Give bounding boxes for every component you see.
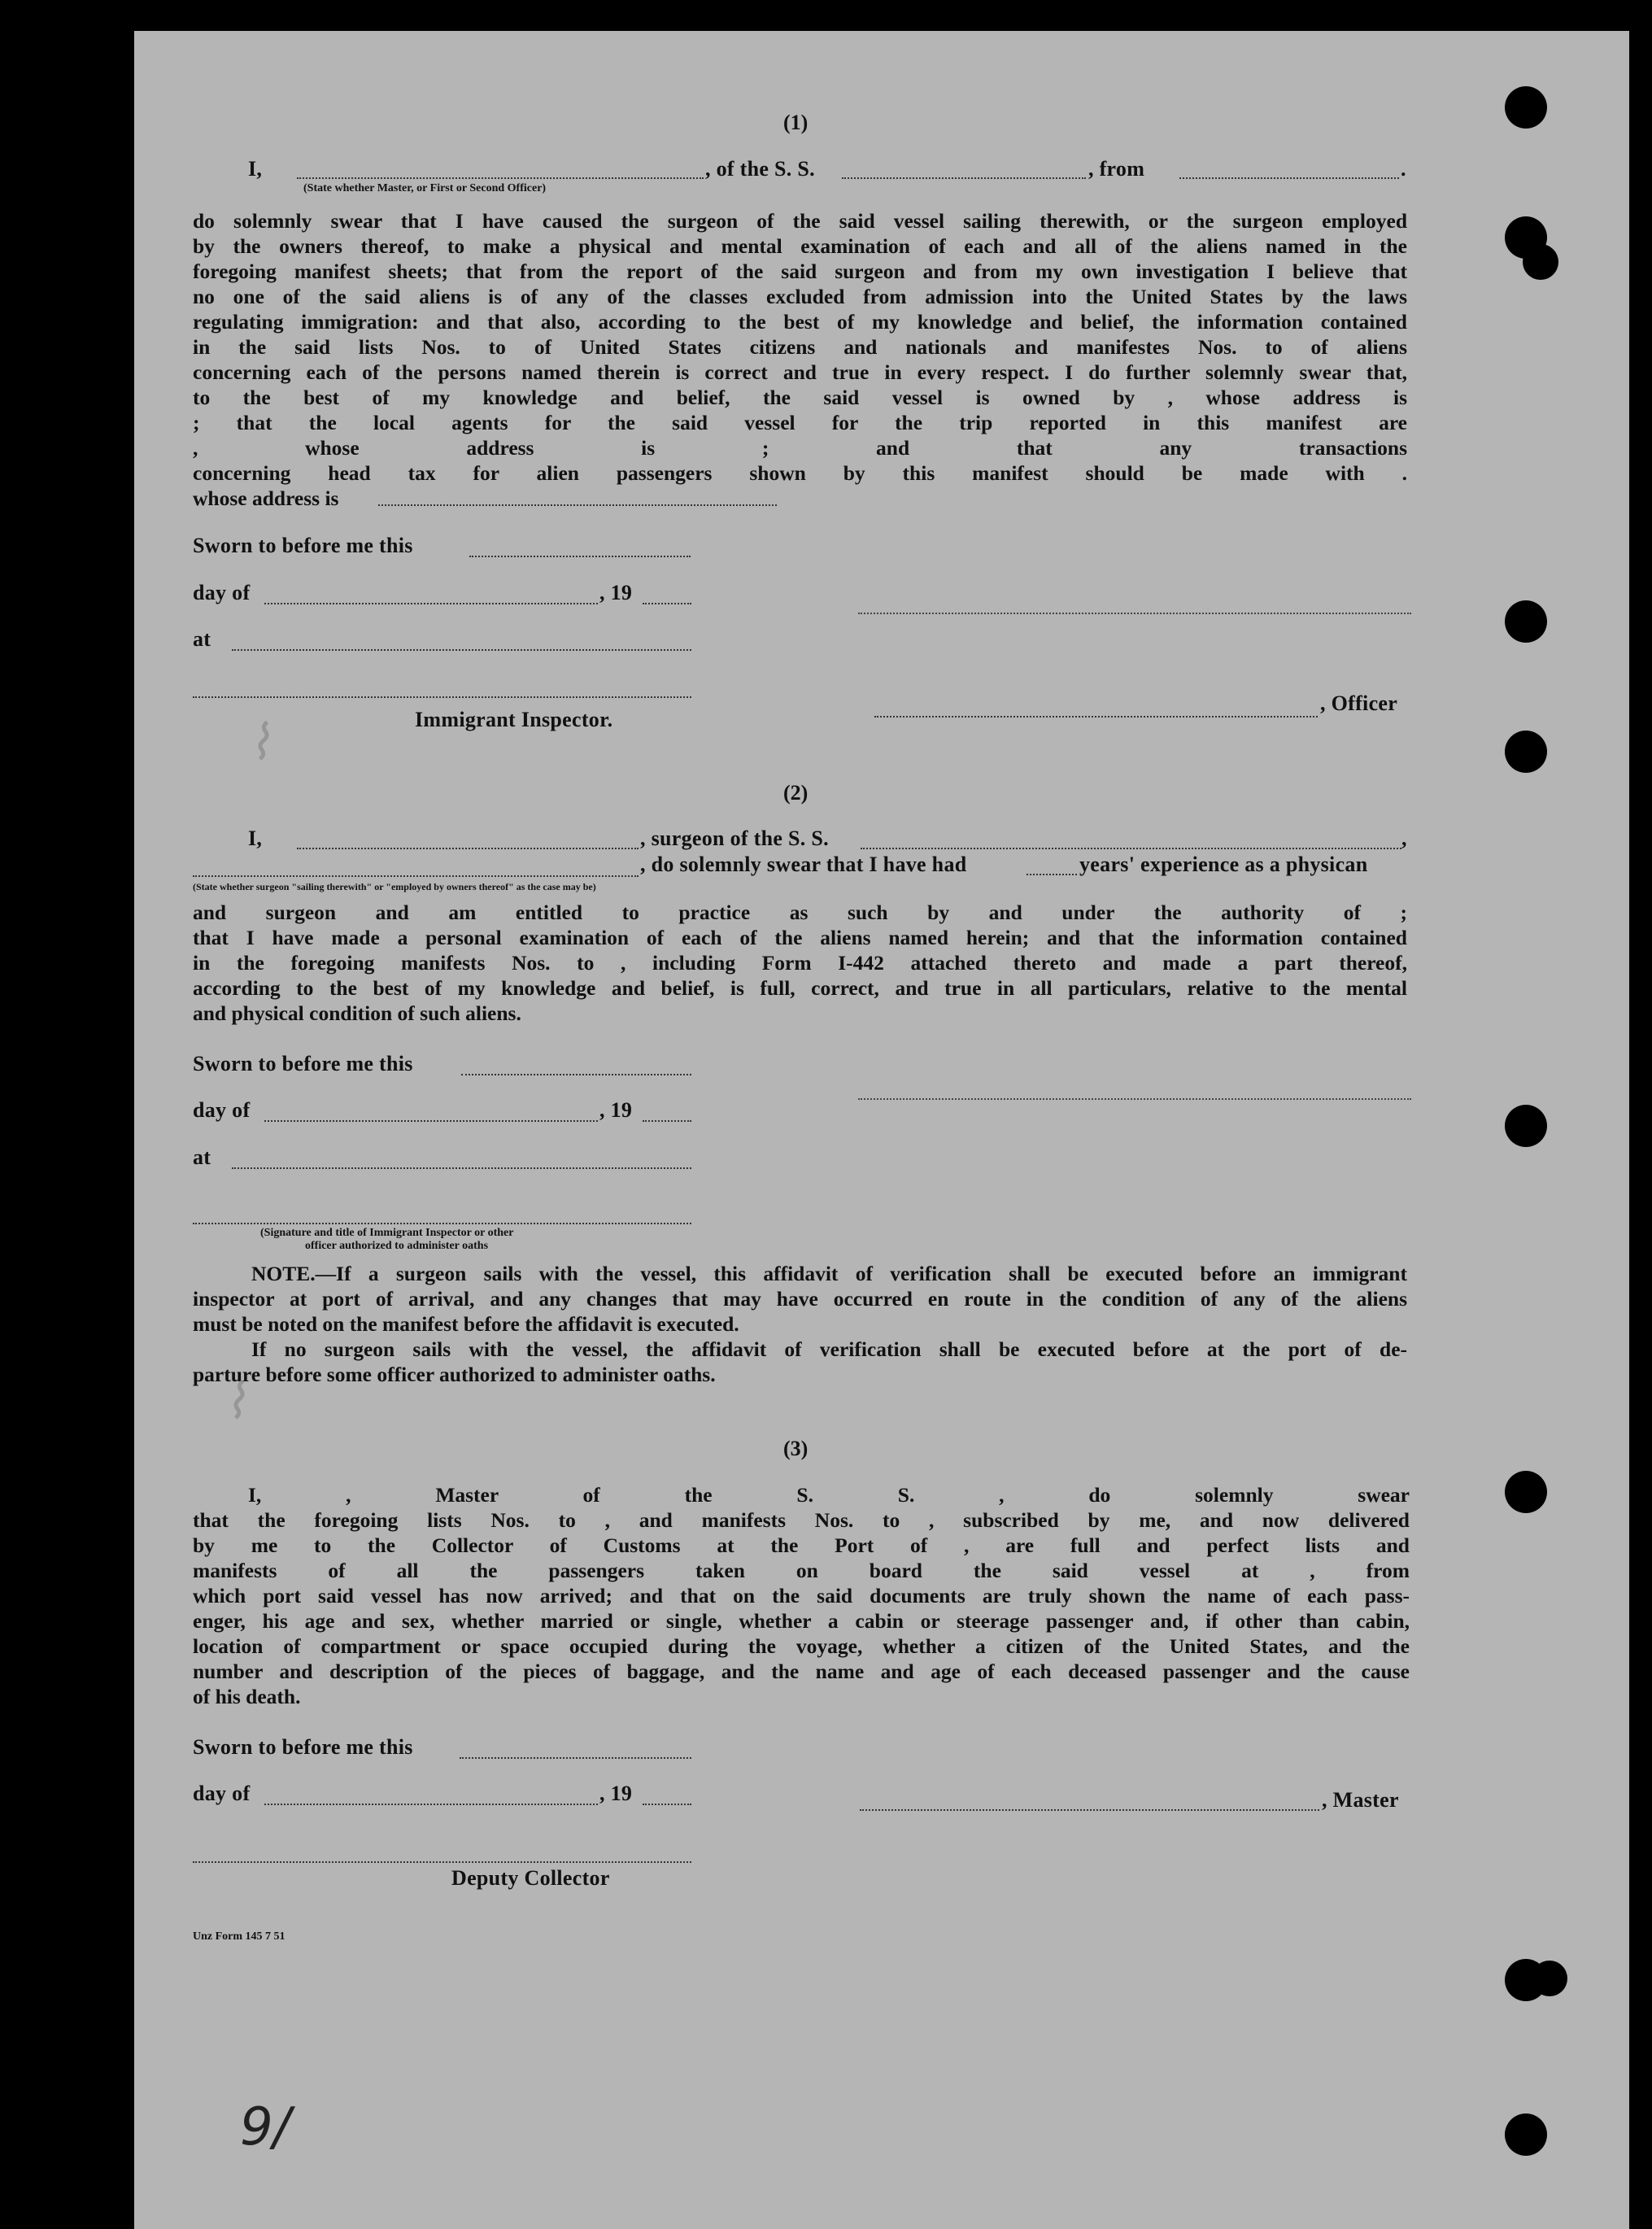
section1-day-of: day of [193,581,251,604]
section3-heading: (3) [783,1437,809,1460]
punch-hole [1523,244,1558,280]
punch-hole [1532,1961,1567,1996]
section2-at-field[interactable] [232,1167,691,1169]
section3-year: , 19 [599,1782,633,1805]
punch-hole [1505,600,1547,643]
section2-year-field[interactable] [643,1120,691,1122]
section1-from-label: , from [1088,157,1145,181]
form-page [134,31,1629,2229]
section2-i-label: I, [248,827,263,850]
punch-hole [1505,1105,1547,1147]
section3-oath-text: I, , Master of the S. S. , do solemnly swear that the foregoing lists Nos. to , and manifests Nos. to , subscribed by me, and now delivered by me to the Collector of Customs at the Port of , are full and perfect lists and manifests of all the passengers taken on board the said vessel at , from which port said vessel has now arrived; and that on the said documents are truly shown the name of each pass- enger, his age and sex, whether married or single, whether a cabin or steerage passenger and, if other than cabin, location of compartment or space occupied during the voyage, whether a citizen of the United States, and the number and description of the pieces of baggage, and the name and age of each deceased passenger and the cause of his death. [193,1483,1410,1708]
section2-ship-field[interactable] [861,848,1401,849]
punch-hole [1505,731,1547,773]
section1-at-field[interactable] [232,649,691,651]
section2-years: years' experience as a physican [1079,853,1368,876]
inspector-sig-line[interactable] [193,696,691,698]
section1-officer-label: , Officer [1320,691,1398,715]
master-sig-line[interactable] [860,1809,1319,1811]
faint-stamp-mark: ⌇ [224,1373,248,1430]
section2-heading: (2) [783,781,809,805]
surgeon-type-field[interactable] [193,875,639,877]
section3-day-of: day of [193,1782,251,1805]
section1-day-field[interactable] [264,603,598,604]
section1-heading: (1) [783,111,809,134]
section2-swear: , do solemnly swear that I have had [640,853,967,876]
section1-sworn: Sworn to before me this [193,534,413,557]
section3-master-label: , Master [1322,1788,1399,1812]
surgeon-name-field[interactable] [297,848,639,849]
section1-at: at [193,627,211,651]
section2-year: , 19 [599,1098,633,1122]
deputy-sig-line[interactable] [193,1861,691,1863]
section2-sworn-field[interactable] [461,1074,691,1075]
section2-at: at [193,1145,211,1169]
section1-ship-label: , of the S. S. [705,157,815,181]
section2-surgeon-label: , surgeon of the S. S. [640,827,829,850]
officer-title-note: (State whether Master, or First or Second Officer) [303,182,547,194]
form-number: Unz Form 145 7 51 [193,1930,286,1943]
section1-period: . [1401,157,1406,181]
section1-year-field[interactable] [643,603,691,604]
punch-hole [1505,2113,1547,2156]
surgeon-sig-line[interactable] [858,1098,1411,1100]
signature-note-2: officer authorized to administer oaths [305,1240,489,1252]
section1-i-label: I, [248,157,263,181]
address-field[interactable] [378,504,777,506]
immigrant-inspector-label: Immigrant Inspector. [415,708,613,731]
faint-stamp-mark: ⌇ [248,714,272,771]
section1-sworn-field[interactable] [469,556,691,557]
section3-year-field[interactable] [643,1804,691,1805]
section1-year: , 19 [599,581,633,604]
section2-day-of: day of [193,1098,251,1122]
section2-inspector-sig-line[interactable] [193,1223,691,1224]
ship-name-field[interactable] [842,177,1086,179]
years-experience-field[interactable] [1027,874,1077,875]
officer-sig-line[interactable] [874,716,1318,718]
section2-sworn: Sworn to before me this [193,1052,413,1075]
signature-note-1: (Signature and title of Immigrant Inspector or other [260,1227,514,1239]
deputy-collector-label: Deputy Collector [451,1866,610,1890]
surgeon-type-note: (State whether surgeon "sailing therewith" or "employed by owners thereof" as the case may be) [193,881,596,892]
section3-day-field[interactable] [264,1804,598,1805]
section1-oath-text: do solemnly swear that I have caused the surgeon of the said vessel sailing therewith, or the surgeon employed by the owners thereof, to make a physical and mental examination of each and all of the aliens named in the foregoing manifest sheets; that from the report of the said surgeon and from my own investigation I believe that no one of the said aliens is of any of the classes excluded from admission into the United States by the laws regulating immigration: and that also, according to the best of my knowledge and belief, the information contained in the said lists Nos. to of United States citizens and nationals and manifestes Nos. to of aliens concerning each of the persons named therein is correct and true in every respect. I do further solemnly swear that, to the best of my knowledge and belief, the said vessel is owned by , whose address is ; that the local agents for the said vessel for the trip reported in this manifest are , whose address is ; and that any transactions concerning head tax for alien passengers shown by this manifest should be made with . whose address is [193,209,1407,510]
section1-officer-sig-line[interactable] [858,613,1411,614]
punch-hole [1505,86,1547,129]
section3-sworn-field[interactable] [460,1757,691,1759]
from-field[interactable] [1179,177,1399,179]
punch-hole [1505,1471,1547,1513]
officer-title-field[interactable] [297,177,704,179]
section2-day-field[interactable] [264,1120,598,1122]
section2-oath-text: and surgeon and am entitled to practice as such by and under the authority of ; that I have made a personal examination of each of the aliens named herein; and that the information contained in the foregoing manifests Nos. to , including Form I-442 attached thereto and made a part thereof, according to the best of my knowledge and belief, is full, correct, and true in all particulars, relative to the mental and physical condition of such aliens. [193,901,1407,1025]
handwritten-mark: 9/ [240,2097,291,2157]
surgeon-note-text: NOTE.—If a surgeon sails with the vessel, this affidavit of verification shall be executed before an immigrant inspector at port of arrival, and any changes that may have occurred en route in the condition of any of the aliens must be noted on the manifest before the affidavit is executed. If no surgeon sails with the vessel, the affidavit of verification shall be executed before at the port of de- parture before some officer authorized to administer oaths. [193,1262,1407,1386]
section2-comma: , [1401,827,1407,850]
section3-sworn: Sworn to before me this [193,1735,413,1759]
